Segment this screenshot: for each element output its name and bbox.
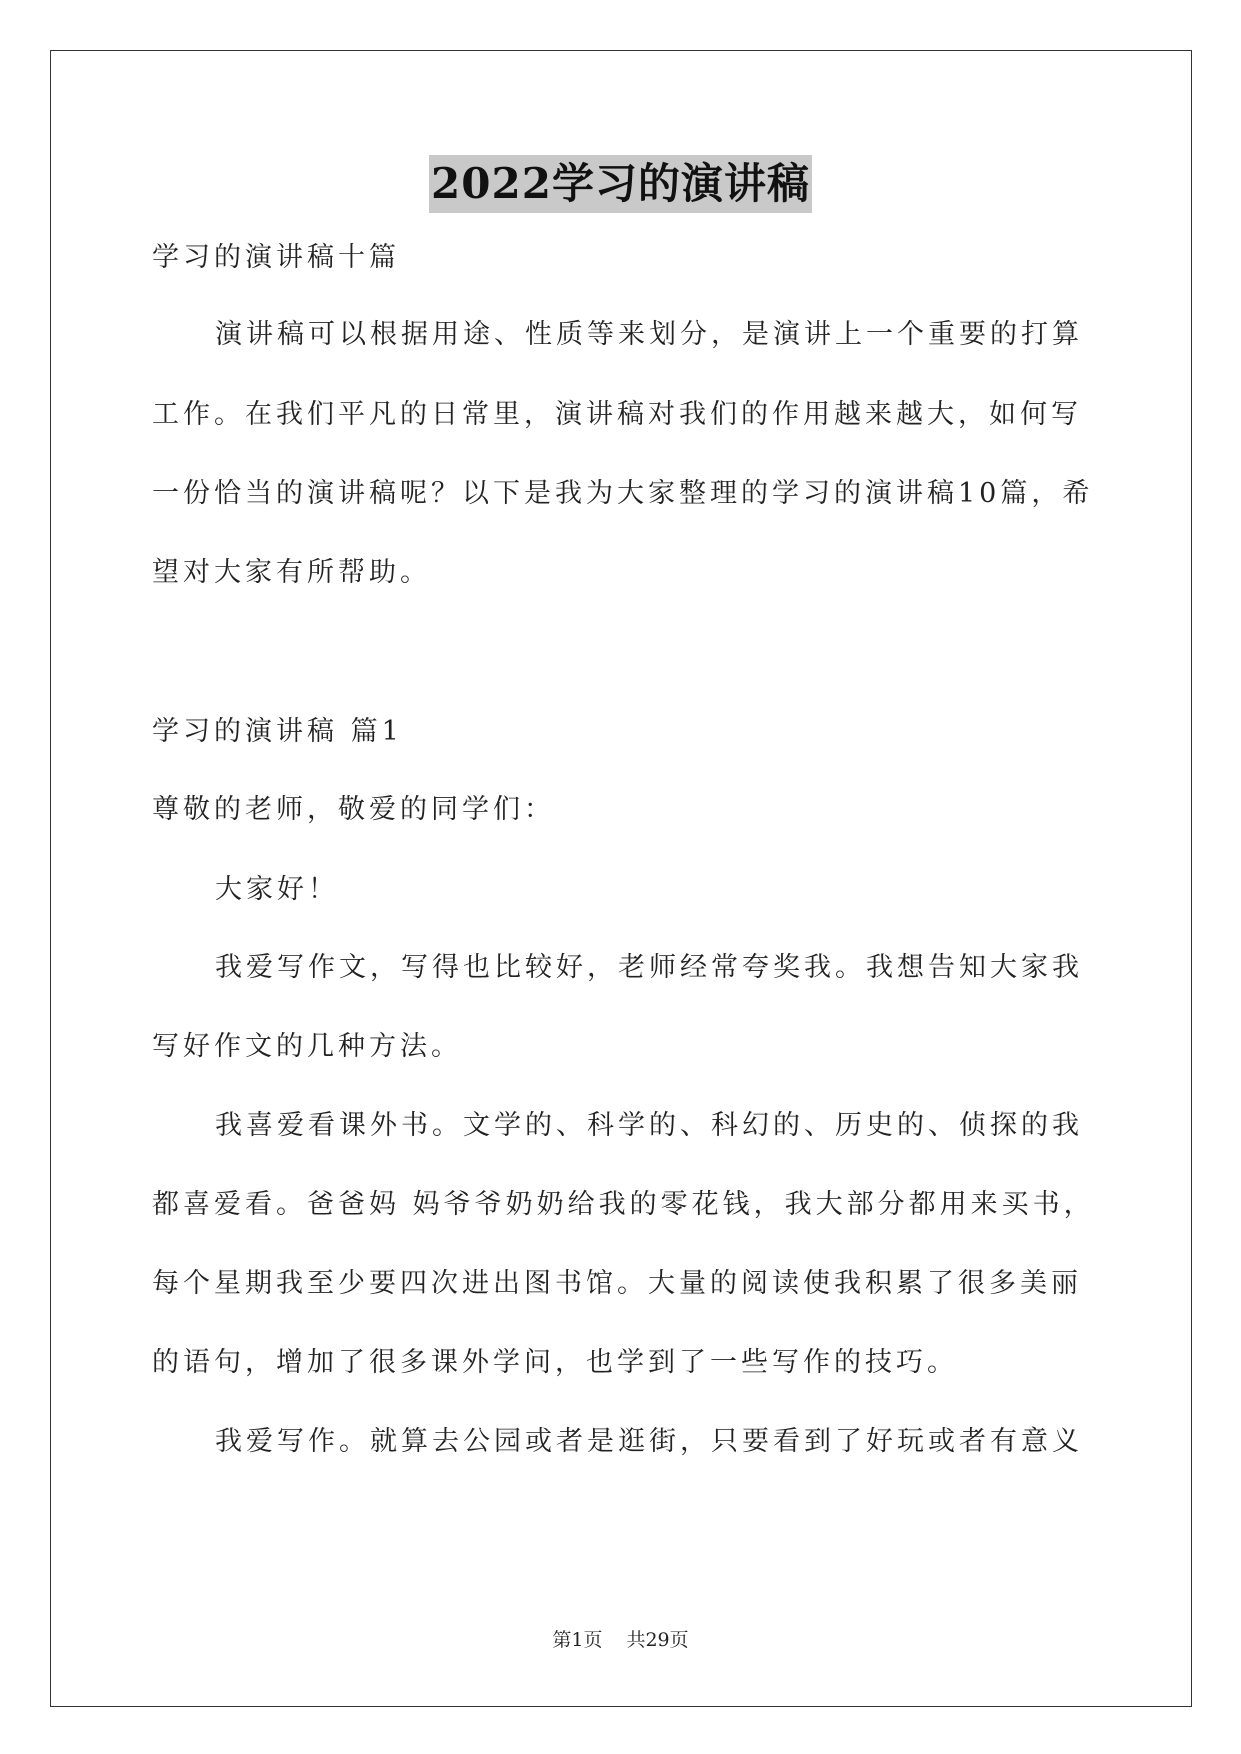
body-line-2: 写好作文的几种方法。: [152, 1031, 462, 1062]
body-line-1: 我爱写作文，写得也比较好，老师经常夸奖我。我想告知大家我: [215, 952, 1083, 983]
article-heading: 学习的演讲稿 篇1: [152, 716, 403, 747]
page-number: 第1页: [552, 1629, 603, 1651]
section-heading: 学习的演讲稿十篇: [152, 242, 400, 273]
page-footer: [0, 1627, 1241, 1653]
intro-line-3: 一份恰当的演讲稿呢？以下是我为大家整理的学习的演讲稿10篇，希: [152, 478, 1094, 509]
intro-line-2: 工作。在我们平凡的日常里，演讲稿对我们的作用越来越大，如何写: [152, 399, 1082, 430]
salutation: 尊敬的老师，敬爱的同学们：: [152, 794, 555, 825]
intro-line-4: 望对大家有所帮助。: [152, 557, 431, 588]
body-line-3: 我喜爱看课外书。文学的、科学的、科幻的、历史的、侦探的我: [215, 1110, 1083, 1141]
body-line-6: 的语句，增加了很多课外学问，也学到了一些写作的技巧。: [152, 1347, 958, 1378]
document-title: 2022学习的演讲稿: [429, 155, 812, 213]
page-total: 共29页: [626, 1629, 689, 1651]
body-line-4: 都喜爱看。爸爸妈 妈爷爷奶奶给我的零花钱，我大部分都用来买书，: [152, 1189, 1095, 1220]
body-line-5: 每个星期我至少要四次进出图书馆。大量的阅读使我积累了很多美丽: [152, 1268, 1082, 1299]
greeting: 大家好！: [215, 874, 339, 905]
body-line-7: 我爱写作。就算去公园或者是逛街，只要看到了好玩或者有意义: [215, 1426, 1083, 1457]
title-container: [0, 155, 1241, 213]
intro-line-1: 演讲稿可以根据用途、性质等来划分，是演讲上一个重要的打算: [215, 319, 1083, 350]
